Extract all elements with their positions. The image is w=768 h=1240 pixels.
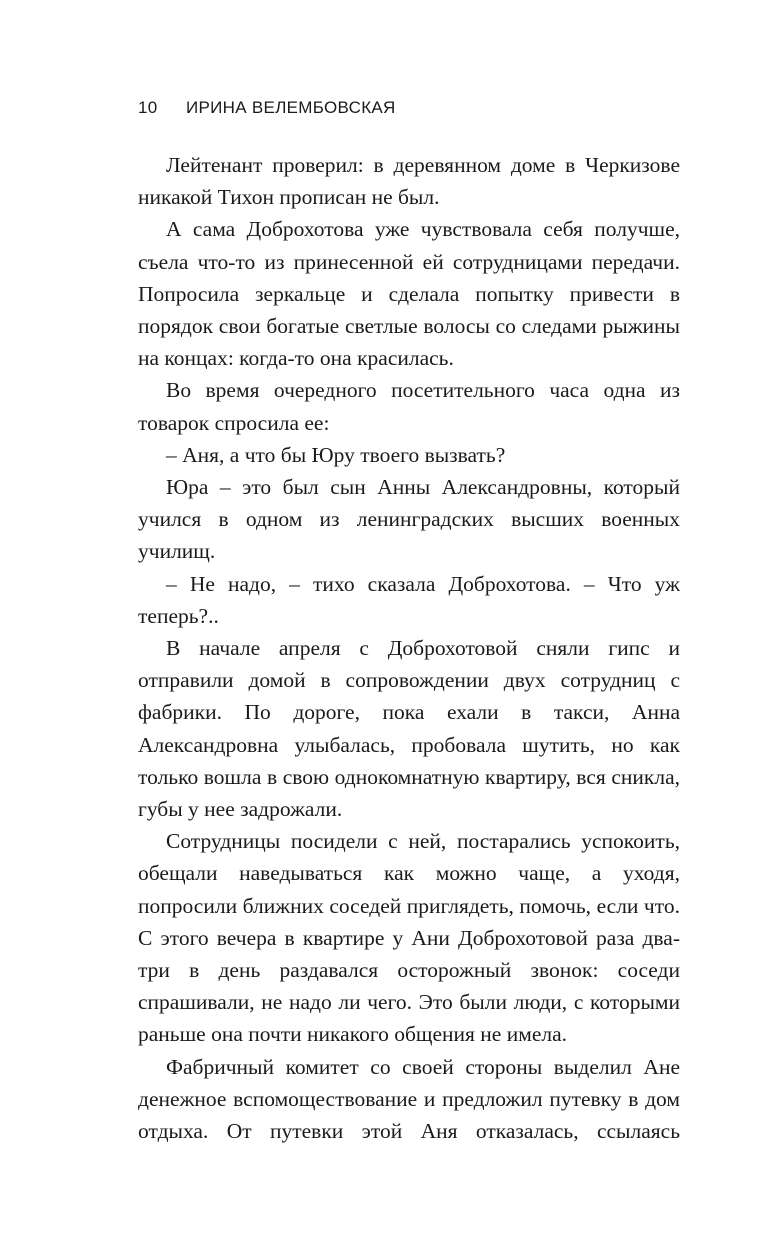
body-text (138, 149, 680, 1147)
paragraph: – Аня, а что бы Юру твоего вызвать? (166, 442, 506, 467)
paragraph: Во время очередного посетительного часа одна из товарок спросила ее: (138, 378, 680, 435)
paragraph: В начале апреля с Доброхотовой сняли гипс и отправили домой в сопровождении двух сотрудниц с фабрики. По дороге, пока ехали в такси, Анна Александровна улыбалась, пробовала шутить, но как только вошла в свою однокомнатную квартиру, вся сникла, губы у нее задрожали. (138, 636, 680, 822)
running-head (138, 98, 396, 118)
paragraph: – Не надо, – тихо сказала Доброхотова. – Что уж теперь?.. (138, 571, 680, 628)
paragraph: Фабричный комитет со своей стороны выделил Ане денежное вспомоществование и предложил путевку в дом отдыха. От путевки этой Аня отказалась, ссылаясь (138, 1054, 680, 1144)
paragraph: А сама Доброхотова уже чувствовала себя получше, съела что-то из принесенной ей сотрудницами передачи. Попросила зеркальце и сделала попытку привести в порядок свои богатые светлые волосы со следами рыжины на концах: когда-то она красилась. (138, 217, 680, 371)
author-name: ИРИНА ВЕЛЕМБОВСКАЯ (186, 98, 396, 117)
page-number: 10 (138, 98, 158, 117)
paragraph: Лейтенант проверил: в деревянном доме в Черкизове никакой Тихон прописан не был. (138, 153, 680, 210)
paragraph: Юра – это был сын Анны Александровны, который учился в одном из ленинградских высших военных училищ. (138, 475, 680, 564)
paragraph: Сотрудницы посидели с ней, постарались успокоить, обещали наведываться как можно чаще, а уходя, попросили ближних соседей приглядеть, помочь, если что. С этого вечера в квартире у Ани Доброхотовой раза два-три в день раздавался осторожный звонок: соседи спрашивали, не надо ли чего. Это были люди, с которыми раньше она почти никакого общения не имела. (138, 829, 680, 1047)
